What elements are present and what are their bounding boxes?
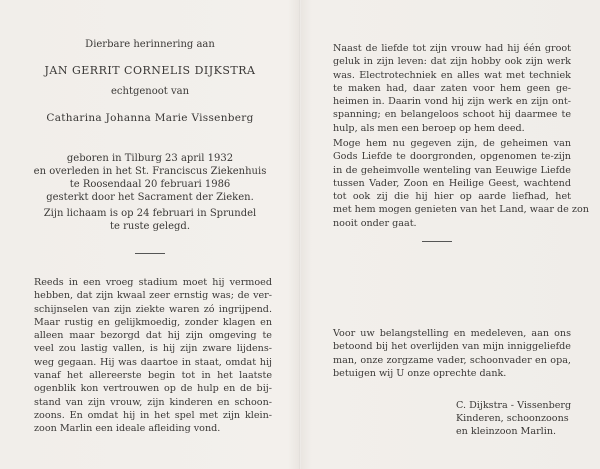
text-line: heimen in. Daarin vond hij zijn werk en zijn ont- [333, 96, 571, 108]
story-paragraph [34, 276, 272, 436]
died-line-1: en overleden in het St. Franciscus Ziekenhuis [33, 166, 267, 177]
text-line: zoons. En omdat hij in het spel met zijn klein- [34, 409, 272, 421]
signature-line: Kinderen, schoonzoons [456, 413, 569, 424]
text-line: nooit onder gaat. [333, 217, 417, 229]
prayer-paragraph [333, 137, 589, 230]
text-line: Moge hem nu gegeven zijn, de geheimen van [333, 138, 571, 149]
text-line: tot ook zij die hij hier op aarde liefhad, het [333, 191, 571, 203]
text-line: zoon Marlin een ideale afleiding vond. [34, 423, 221, 435]
text-line: veel zou lastig vallen, is hij zijn zware lijdens- [34, 343, 272, 355]
text-line: met hem mogen genieten van het Land, waar de zon [333, 204, 589, 216]
died-line-2: te Roosendaal 20 februari 1986 [69, 179, 231, 190]
text-line: stand van zijn vrouw, zijn kinderen en schoon- [34, 396, 272, 408]
text-line: te maken had, daar zaten voor hem geen ge- [333, 82, 571, 94]
text-line: Voor uw belangstelling en medeleven, aan ons [333, 328, 571, 339]
intro-line: Dierbare herinnering aan [85, 39, 215, 50]
text-line: tussen Vader, Zoon en Heilige Geest, wachtend [333, 177, 571, 189]
spouse-label: echtgenoot van [110, 86, 190, 97]
text-line: betoond bij het overlijden van mijn inniggeliefde [333, 341, 571, 353]
text-line: hulp, als men een beroep op hem deed. [333, 122, 525, 134]
sacrament-line: gesterkt door het Sacrament der Zieken. [46, 192, 254, 203]
text-line: weg gegaan. Hij was daartoe in staat, omdat hij [34, 356, 272, 368]
signature-block [456, 399, 571, 438]
text-line: vanaf het allereerste begin tot in het laatste [34, 370, 272, 382]
deceased-name: JAN GERRIT CORNELIS DIJKSTRA [44, 64, 256, 77]
text-line: man, onze zorgzame vader, schoonvader en opa, [333, 354, 571, 366]
divider [422, 241, 452, 242]
born-line: geboren in Tilburg 23 april 1932 [66, 153, 234, 164]
text-line: betuigen wij U onze oprechte dank. [333, 367, 507, 379]
text-line: Maar rustig en gelijkmoedig, zonder klagen en [34, 316, 272, 328]
text-line: schijnselen van zijn ziekte waren zó ingrijpend. [34, 303, 272, 315]
signature-line: en kleinzoon Marlin. [456, 426, 557, 437]
text-line: Reeds in een vroeg stadium moet hij vermoed [34, 277, 272, 288]
buried-line-1: Zijn lichaam is op 24 februari in Sprundel [43, 208, 257, 219]
buried-line-2: te ruste gelegd. [110, 221, 190, 232]
text-line: geluk in zijn leven: dat zijn hobby ook zijn werk [333, 56, 571, 68]
text-line: was. Electrotechniek en alles wat met techniek [333, 69, 571, 81]
text-line: hebben, dat zijn kwaal zeer ernstig was; de ver- [34, 290, 272, 302]
text-line: ogenblik kon vertrouwen op de hulp en de bij- [34, 383, 272, 395]
hobby-paragraph [333, 42, 571, 135]
text-line: spanning; en belangeloos schoot hij daarmee te [333, 109, 571, 121]
text-line: Naast de liefde tot zijn vrouw had hij één groot [333, 43, 571, 54]
thanks-paragraph [333, 327, 571, 380]
text-line: in de geheimvolle wenteling van Eeuwige Liefde [333, 164, 571, 176]
signature-line: C. Dijkstra - Vissenberg [456, 400, 572, 411]
text-line: Gods Liefde te doorgronden, opgenomen te-zijn [333, 151, 571, 163]
divider [135, 253, 165, 254]
text-line: alleen maar bezorgd dat hij zijn omgeving te [34, 330, 272, 342]
spouse-name: Catharina Johanna Marie Vissenberg [46, 112, 254, 124]
